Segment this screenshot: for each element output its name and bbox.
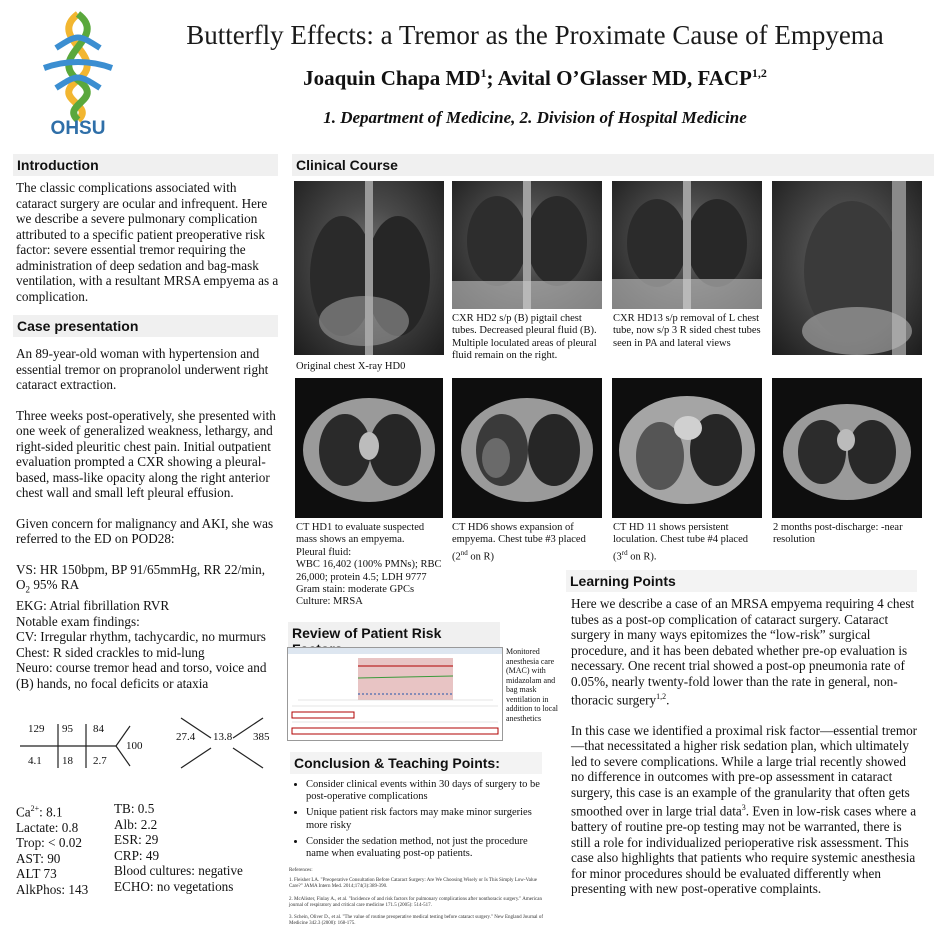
learning-p2: In this case we identified a proximal risk factor—essential tremor—that necessitated a higher risk sedation plan, which ultimately led to severe complications. While a large trial recently showed no difference in outcomes with pre-op assessment in cataract surgery, this case is an example of the granularity that often gets smoothed over in large trial data$^3$. Even in low-risk cases where a battery of routine pre-op testing may not be warranted, there is still a role for individualized perioperative risk assessment. This case also highlights that patients who require systemic anesthesia for minor procedures should be evaluated differently when presenting with new post-operative complaints. (571, 722, 918, 897)
conclusion-point: • Consider clinical events within 30 days of surgery to be post-operative complications (306, 779, 544, 803)
ct-scan-icon (295, 378, 443, 518)
bmp-na: 129 (28, 723, 45, 735)
chest-xray-icon (612, 181, 762, 309)
cbc-plt: 385 (253, 731, 270, 743)
cbc-wbc: 27.4 (176, 731, 196, 743)
caption-cxr-hd0: Original chest X-ray HD0 (296, 361, 406, 372)
vitals: VS: HR 150bpm, BP 91/65mmHg, RR 22/min, $O_2$ 95% RA (16, 561, 266, 595)
caption-ct-hd11: CT HD 11 shows persistent loculation. Chest tube #4 placed (3rd on R). (613, 522, 749, 563)
risk-note: Monitored anesthesia care (MAC) with midazolam and bag mask ventilation in addition to local anesthetics (506, 647, 558, 723)
poster-title: Butterfly Effects: a Tremor as the Proximate Cause of Empyema (186, 20, 884, 50)
cv-line: CV: Irregular rhythm, tachycardic, no murmurs (16, 629, 266, 645)
chest-xray-icon (452, 181, 602, 309)
lab-alt: ALT 73 (16, 866, 57, 882)
logo-text: OHSU (50, 118, 106, 139)
caption-cxr-hd2: CXR HD2 s/p (B) pigtail chest tubes. Decreased pleural fluid (B). Multiple loculated areas of pleural fluid remain on the right. (452, 313, 597, 362)
ct-hd6-image (452, 378, 602, 518)
reference-item: 2. McAlister, Finlay A., et al. "Incidence of and risk factors for pulmonary complications after nonthoracic surgery." American journal of respiratory and critical care medicine 171.5 (2005): 514-517. (289, 896, 542, 908)
case-p1: An 89-year-old woman with hypertension and essential tremor on propranolol underwent right cataract extraction. (16, 346, 269, 392)
caption-ct-hd1: CT HD1 to evaluate suspected mass shows an empyema. Pleural fluid: WBC 16,402 (100% PMNs); RBC 26,000; protein 4.5; LDH 9777 Gram stain: moderate GPCs Culture: MRSA (296, 522, 442, 608)
ct-hd1-image (295, 378, 443, 518)
labs-right (114, 801, 284, 894)
caption-cxr-hd13: CXR HD13 s/p removal of L chest tube, now s/p 3 R sided chest tubes seen in PA and lateral views (613, 313, 761, 349)
chest-line: Chest: R sided crackles to mid-lung (16, 644, 205, 660)
labs-left (16, 801, 116, 897)
ohsu-logo (26, 8, 130, 138)
lab-ca: $Ca^{2+}$: 8.1 (16, 804, 63, 820)
bmp-bun: 84 (93, 723, 104, 735)
learning-points-heading: Learning Points (566, 570, 917, 592)
cxr-hd2-image (452, 181, 602, 309)
bmp-glucose: 100 (126, 740, 143, 752)
poster-authors: Joaquin Chapa $MD^1$; Avital O’Glasser MD, FACP$^{1,2}$ (303, 66, 767, 90)
notable-line: Notable exam findings: (16, 613, 140, 629)
lab-echo: ECHO: no vegetations (114, 878, 234, 894)
conclusion-point: • Consider the sedation method, not just the procedure name when evaluating post-op patients. (306, 836, 544, 860)
cbc-cross (175, 714, 275, 776)
caption-ct-hd6: CT HD6 shows expansion of empyema. Chest tube #3 placed (2nd on R) (452, 522, 586, 563)
lab-ast: AST: 90 (16, 850, 61, 866)
caption-ct-2-months: 2 months post-discharge: -near resolution (773, 522, 903, 546)
ct-scan-icon (452, 378, 602, 518)
case-text (16, 346, 284, 691)
bmp-cl: 95 (62, 723, 73, 735)
lab-trop: Trop: < 0.02 (16, 835, 82, 851)
learning-p1: Here we describe a case of an MRSA empyema requiring 4 chest tubes as a post-op complication of cataract surgery. Cataract surgery in many ways epitomizes the “low-risk” surgical procedure, and it has been debated whether pre-op evaluation is necessary. One recent trial showed a post-op pneumonia rate of 0.05%, nearly twenty-fold lower than the rate in general, non-thoracic surgery$^{1,2}$. (571, 596, 915, 708)
cxr-hd13-pa-image (612, 181, 762, 309)
chest-xray-icon (294, 181, 444, 355)
cxr-hd13-lateral-image (772, 181, 922, 355)
lab-alkphos: AlkPhos: 143 (16, 881, 89, 897)
learning-points-text (571, 596, 921, 897)
lab-alb: Alb: 2.2 (114, 816, 158, 832)
reference-item: 3. Schein, Oliver D., et al. "The value of routine preoperative medical testing before cataract surgery." New England Journal of Medicine 342.3 (2000): 168-175. (289, 915, 543, 927)
anesthesia-chart-icon (288, 648, 502, 740)
neuro-line: Neuro: course tremor head and torso, voice and (B) hands, no focal deficits or ataxia (16, 660, 267, 691)
ct-scan-icon (772, 378, 922, 518)
ct-hd11-image (612, 378, 762, 518)
conclusion-point: • Unique patient risk factors may make minor surgeries more risky (306, 807, 544, 831)
case-p2: Three weeks post-operatively, she presented with one week of generalized weakness, lethargy, and right-sided pleuritic chest pain. Initial outpatient evaluation prompted a CXR showing a pleural-based, mass-like opacity along the right anterior chest wall and small left pleural effusion. (16, 407, 276, 500)
anesthesia-monitor-screenshot (287, 647, 503, 741)
cbc-hgb: 13.8 (213, 731, 233, 743)
ct-scan-icon (612, 378, 762, 518)
lab-esr: ESR: 29 (114, 832, 159, 847)
risk-factors-heading: Review of Patient Risk (288, 622, 500, 660)
conclusion-list (288, 779, 544, 864)
case-heading: Case presentation (13, 315, 278, 337)
ct-2-months-image (772, 378, 922, 518)
lab-lactate: Lactate: 0.8 (16, 819, 79, 835)
ekg-line: EKG: Atrial fibrillation RVR (16, 598, 170, 614)
lateral-xray-icon (772, 181, 922, 355)
cxr-hd0-image (294, 181, 444, 355)
case-p3: Given concern for malignancy and AKI, she was referred to the ED on POD28: (16, 515, 274, 546)
bmp-hco3: 18 (62, 755, 73, 767)
clinical-course-heading: Clinical Course (292, 154, 934, 176)
references: References: 1. Fleisher LA. "Preoperative Consultation Before Cataract Surgery: Are We Choosing Wisely or Is This Simply Low-Value Care?" JAMA Intern Med. 2014;174(3):389-390. 2. McAlister, Finlay A., et al. "Incidence of and risk factors for pulmonary complications after nonthoracic surgery." American journal of respiratory and critical care medicine 171.5 (2005): 514-517. 3. Schein, Oliver D., et al. "The value of routine preoperative medical testing before cataract surgery." New England Journal of Medicine 342.3 (2000): 168-175. (289, 868, 547, 927)
reference-item: 1. Fleisher LA. "Preoperative Consultation Before Cataract Surgery: Are We Choosing Wisely or Is This Simply Low-Value Care?" JAMA Intern Med. 2014;174(3):389-390. (289, 878, 537, 890)
lab-tb: TB: 0.5 (114, 801, 155, 816)
lab-blood-cultures: Blood cultures: negative (114, 863, 243, 878)
bmp-k: 4.1 (28, 755, 42, 767)
poster-affiliations: 1. Department of Medicine, 2. Division of Hospital Medicine (323, 108, 747, 127)
conclusion-heading: Conclusion & Teaching Points: (290, 752, 542, 774)
lab-crp: CRP: 49 (114, 847, 160, 863)
introduction-heading: Introduction (13, 154, 278, 176)
introduction-text: The classic complications associated with cataract surgery are ocular and infrequent. Here we describe a severe pulmonary complication attributed to a specific patient preoperative risk factor: severe essential tremor requiring the administration of deep sedation and bag-mask ventilation, with a resultant MRSA empyema as a complication. (16, 180, 279, 304)
bmp-cr: 2.7 (93, 755, 107, 767)
